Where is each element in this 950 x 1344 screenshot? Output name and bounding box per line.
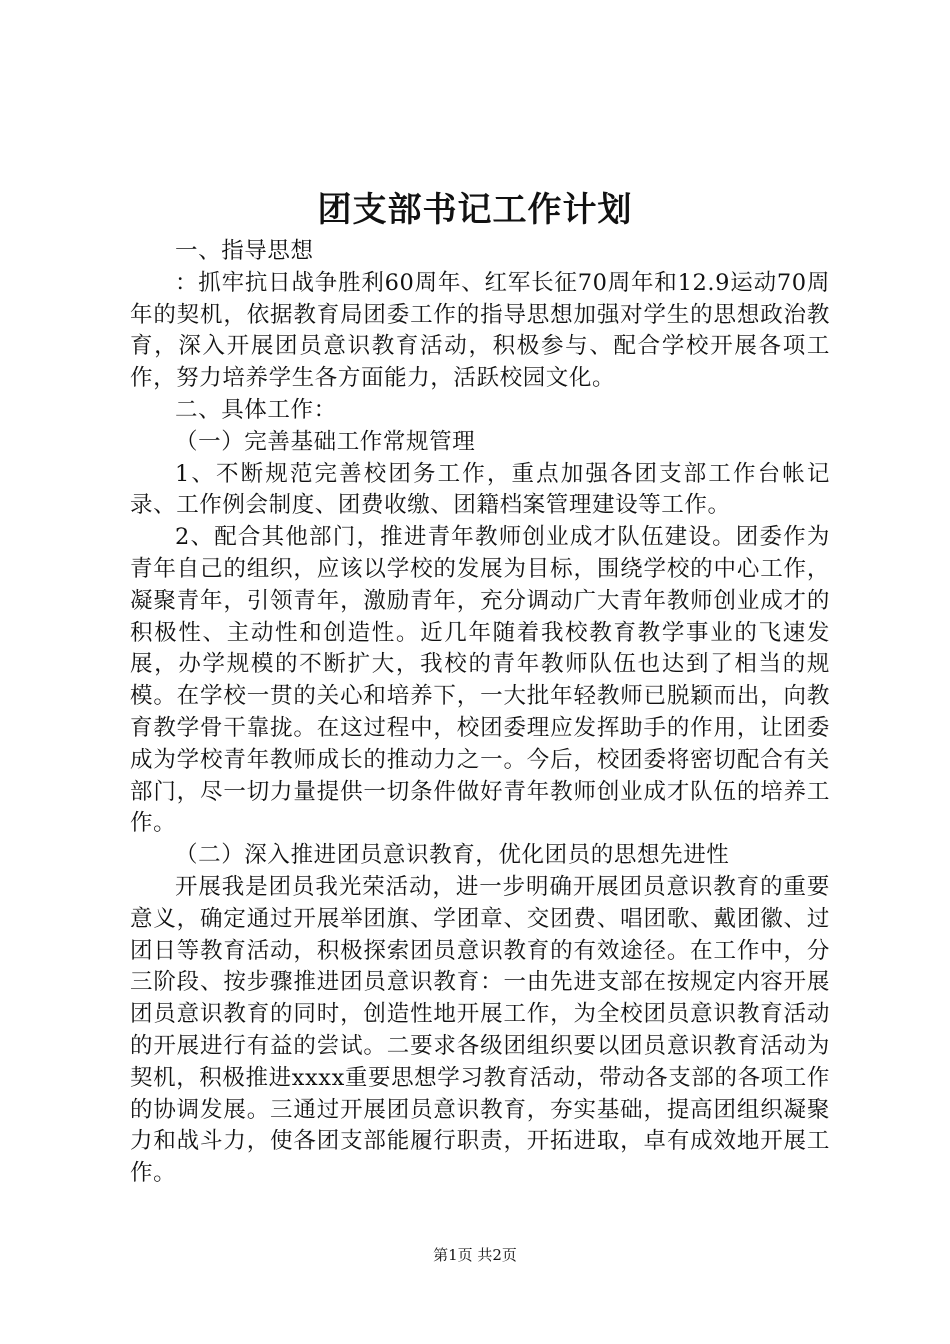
subsection-heading-basic-work: （一）完善基础工作常规管理: [175, 428, 476, 455]
subsection-heading-member-awareness: （二）深入推进团员意识教育，优化团员的思想先进性: [175, 842, 730, 869]
section-heading-guiding-thought: 一、指导思想: [175, 238, 314, 264]
section-heading-specific-work: 二、具体工作：: [175, 396, 337, 423]
paragraph-guiding-thought: ：抓牢抗日战争胜利60周年、红军长征70周年和12.9运动70周年的契机，依据教育局团委工作的指导思想加强对学生的思想政治教育，深入开展团员意识教育活动，积极参与、配合学校开展各项工作，努力培养学生各方面能力，活跃校园文化。: [130, 269, 830, 392]
document-title: 团支部书记工作计划: [317, 190, 633, 230]
paragraph-item-1: 1、不断规范完善校团务工作，重点加强各团支部工作台帐记录、工作例会制度、团费收缴、团籍档案管理建设等工作。: [130, 460, 830, 519]
document-body: [130, 236, 830, 1190]
paragraph-item-2: 2、配合其他部门，推进青年教师创业成才队伍建设。团委作为青年自己的组织，应该以学校的发展为目标，围绕学校的中心工作，凝聚青年，引领青年，激励青年，充分调动广大青年教师创业成才的积极性、主动性和创造性。近几年随着我校教育教学事业的飞速发展，办学规模的不断扩大，我校的青年教师队伍也达到了相当的规模。在学校一贯的关心和培养下，一大批年轻教师已脱颖而出，向教育教学骨干靠拢。在这过程中，校团委理应发挥助手的作用，让团委成为学校青年教师成长的推动力之一。今后，校团委将密切配合有关部门，尽一切力量提供一切条件做好青年教师创业成才队伍的培养工作。: [130, 524, 830, 837]
page-footer: 第1页 共2页: [433, 1246, 517, 1264]
paragraph-member-awareness: 开展我是团员我光荣活动，进一步明确开展团员意识教育的重要意义，确定通过开展举团旗、学团章、交团费、唱团歌、戴团徽、过团日等教育活动，积极探索团员意识教育的有效途径。在工作中，分三阶段、按步骤推进团员意识教育：一由先进支部在按规定内容开展团员意识教育的同时，创造性地开展工作，为全校团员意识教育活动的开展进行有益的尝试。二要求各级团组织要以团员意识教育活动为契机，积极推进xxxx重要思想学习教育活动，带动各支部的各项工作的协调发展。三通过开展团员意识教育，夯实基础，提高团组织凝聚力和战斗力，使各团支部能履行职责，开拓进取，卓有成效地开展工作。: [130, 873, 830, 1187]
